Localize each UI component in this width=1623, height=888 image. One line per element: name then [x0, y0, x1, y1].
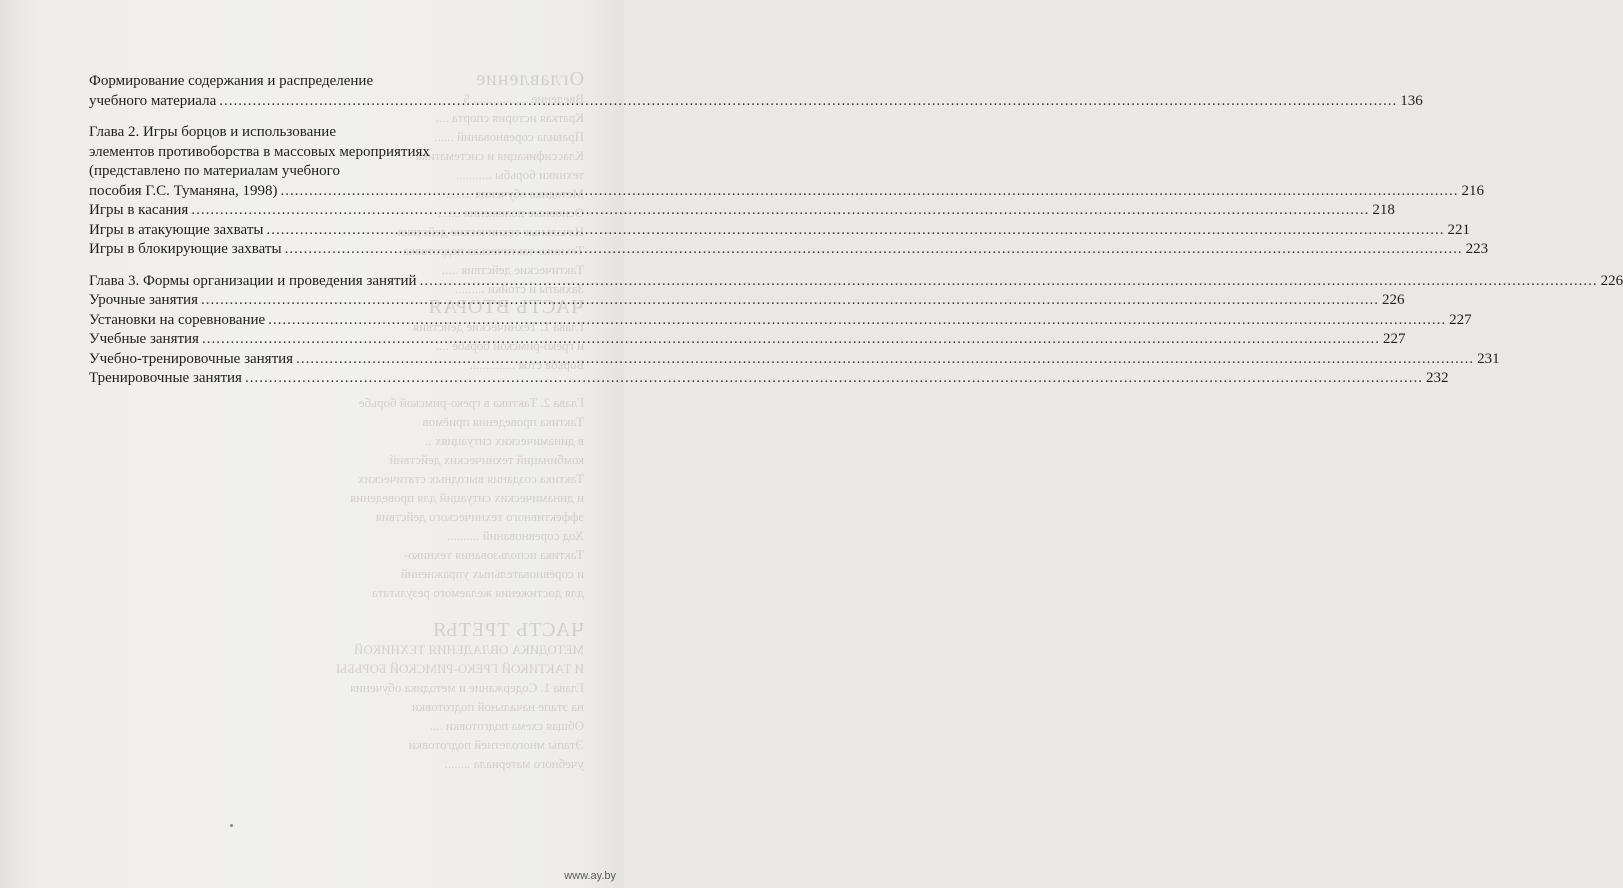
- toc-page-number: 223: [1465, 241, 1489, 257]
- toc-entry-title: Игры в блокирующие захваты: [89, 241, 282, 257]
- watermark: www.ay.by: [564, 870, 616, 882]
- toc-entry[interactable]: [89, 240, 1489, 260]
- toc-spacer: [89, 111, 579, 123]
- toc-entry[interactable]: [89, 201, 1395, 221]
- toc-entry-line: (представлено по материалам учебного: [89, 163, 340, 179]
- toc-entry-title: Игры в атакующие захваты: [89, 221, 264, 238]
- dot-leader: [280, 182, 1458, 202]
- toc-entry[interactable]: [89, 221, 1470, 241]
- toc-page-number: 216: [1461, 182, 1484, 199]
- toc-entry-leader-line: [89, 330, 1406, 350]
- toc-entry-leader-line: [89, 92, 1423, 112]
- dot-leader: [266, 221, 1444, 241]
- dot-leader: [202, 330, 1380, 350]
- show-through-text: Оглавление Введение ................. 5 Краткая история спорта .... Правила соревнований ...... Классификация и систематика техники борьбы ........... Методика обучения ........ Основные положения ....... Начальные технические действия Технико-тактическая подготовка Тактические действия ..... Захваты и стойки ......... ЧАСТЬ ВТОРАЯ Глава 1. Технические действия и греко-римской борьбе .... Борьба стоя .............. Глава 2. Тактика в греко-римской борьбе Тактика проведения приёмов в динамических ситуациях .. комбинаций технических действий Тактика создания выгодных статических и динамических ситуаций для проведения эффективного технического действия Ход соревнований .......... Тактика использования технико- и соревновательных упражнений для достижения желаемого результата ЧАСТЬ ТРЕТЬЯ МЕТОДИКА ОВЛАДЕНИЯ ТЕХНИКОЙ И ТАКТИКОЙ ГРЕКО-РИМСКОЙ БОРЬБЫ Глава 1. Содержание и методика обучения на этапе начальной подготовки Общая схема подготовки .... Этапы многолетней подготовки учебного материала ........: [336, 68, 584, 771]
- page-speck: [230, 824, 233, 827]
- toc-entry-title: Учебно-тренировочные занятия: [89, 350, 294, 367]
- toc-entry[interactable]: [89, 123, 1484, 201]
- toc-page-number: 231: [1477, 350, 1500, 367]
- toc-entry-title: учебного материала: [89, 92, 217, 109]
- dot-leader: [191, 201, 1369, 221]
- toc-entry-line: элементов противоборства в массовых мероприятиях: [89, 143, 430, 160]
- toc-entry[interactable]: [89, 311, 1472, 331]
- toc-entry-leader-line: [89, 182, 1484, 202]
- toc-entry-title: Игры в касания: [89, 202, 189, 218]
- toc-entry-leader-line: [89, 240, 1489, 260]
- toc-page-number: 218: [1372, 202, 1395, 218]
- table-of-contents: [89, 72, 1623, 389]
- toc-entry-title: Тренировочные занятия: [89, 370, 242, 386]
- toc-entry[interactable]: [89, 350, 1500, 370]
- toc-page-number: 221: [1447, 221, 1470, 238]
- toc-entry-leader-line: [89, 201, 1395, 221]
- toc-entry-line: Формирование содержания и распределение: [89, 73, 374, 89]
- toc-entry-line: Глава 2. Игры борцов и использование: [89, 124, 336, 140]
- dot-leader: [296, 350, 1474, 370]
- toc-entry-title: Установки на соревнование: [89, 311, 266, 328]
- toc-entry-leader-line: [89, 272, 1623, 292]
- toc-entry[interactable]: [89, 72, 1423, 111]
- toc-entry-leader-line: [89, 369, 1449, 389]
- dot-leader: [285, 240, 1463, 260]
- toc-entry-title: Глава 3. Формы организации и проведения занятий: [89, 272, 417, 289]
- toc-spacer: [89, 260, 579, 272]
- toc-page-number: 226: [1600, 272, 1623, 289]
- dot-leader: [201, 291, 1379, 311]
- toc-entry[interactable]: [89, 291, 1405, 311]
- toc-entry-leader-line: [89, 350, 1500, 370]
- dot-leader: [245, 369, 1423, 389]
- toc-entry-title: пособия Г.С. Туманяна, 1998): [89, 182, 278, 199]
- toc-entry-leader-line: [89, 311, 1472, 331]
- toc-entry-leader-line: [89, 221, 1470, 241]
- toc-page-number: 232: [1425, 370, 1449, 386]
- dot-leader: [219, 92, 1397, 112]
- toc-page-number: 226: [1381, 292, 1405, 308]
- dot-leader: [268, 311, 1446, 331]
- toc-page-number: 227: [1449, 311, 1472, 328]
- toc-entry-leader-line: [89, 291, 1405, 311]
- toc-entry[interactable]: [89, 330, 1406, 350]
- toc-entry[interactable]: [89, 369, 1449, 389]
- toc-page-number: 136: [1400, 92, 1423, 109]
- toc-page-number: 227: [1382, 331, 1406, 347]
- dot-leader: [420, 272, 1598, 292]
- toc-entry[interactable]: [89, 272, 1623, 292]
- toc-entry-title: Учебные занятия: [89, 331, 199, 347]
- toc-entry-title: Урочные занятия: [89, 292, 198, 308]
